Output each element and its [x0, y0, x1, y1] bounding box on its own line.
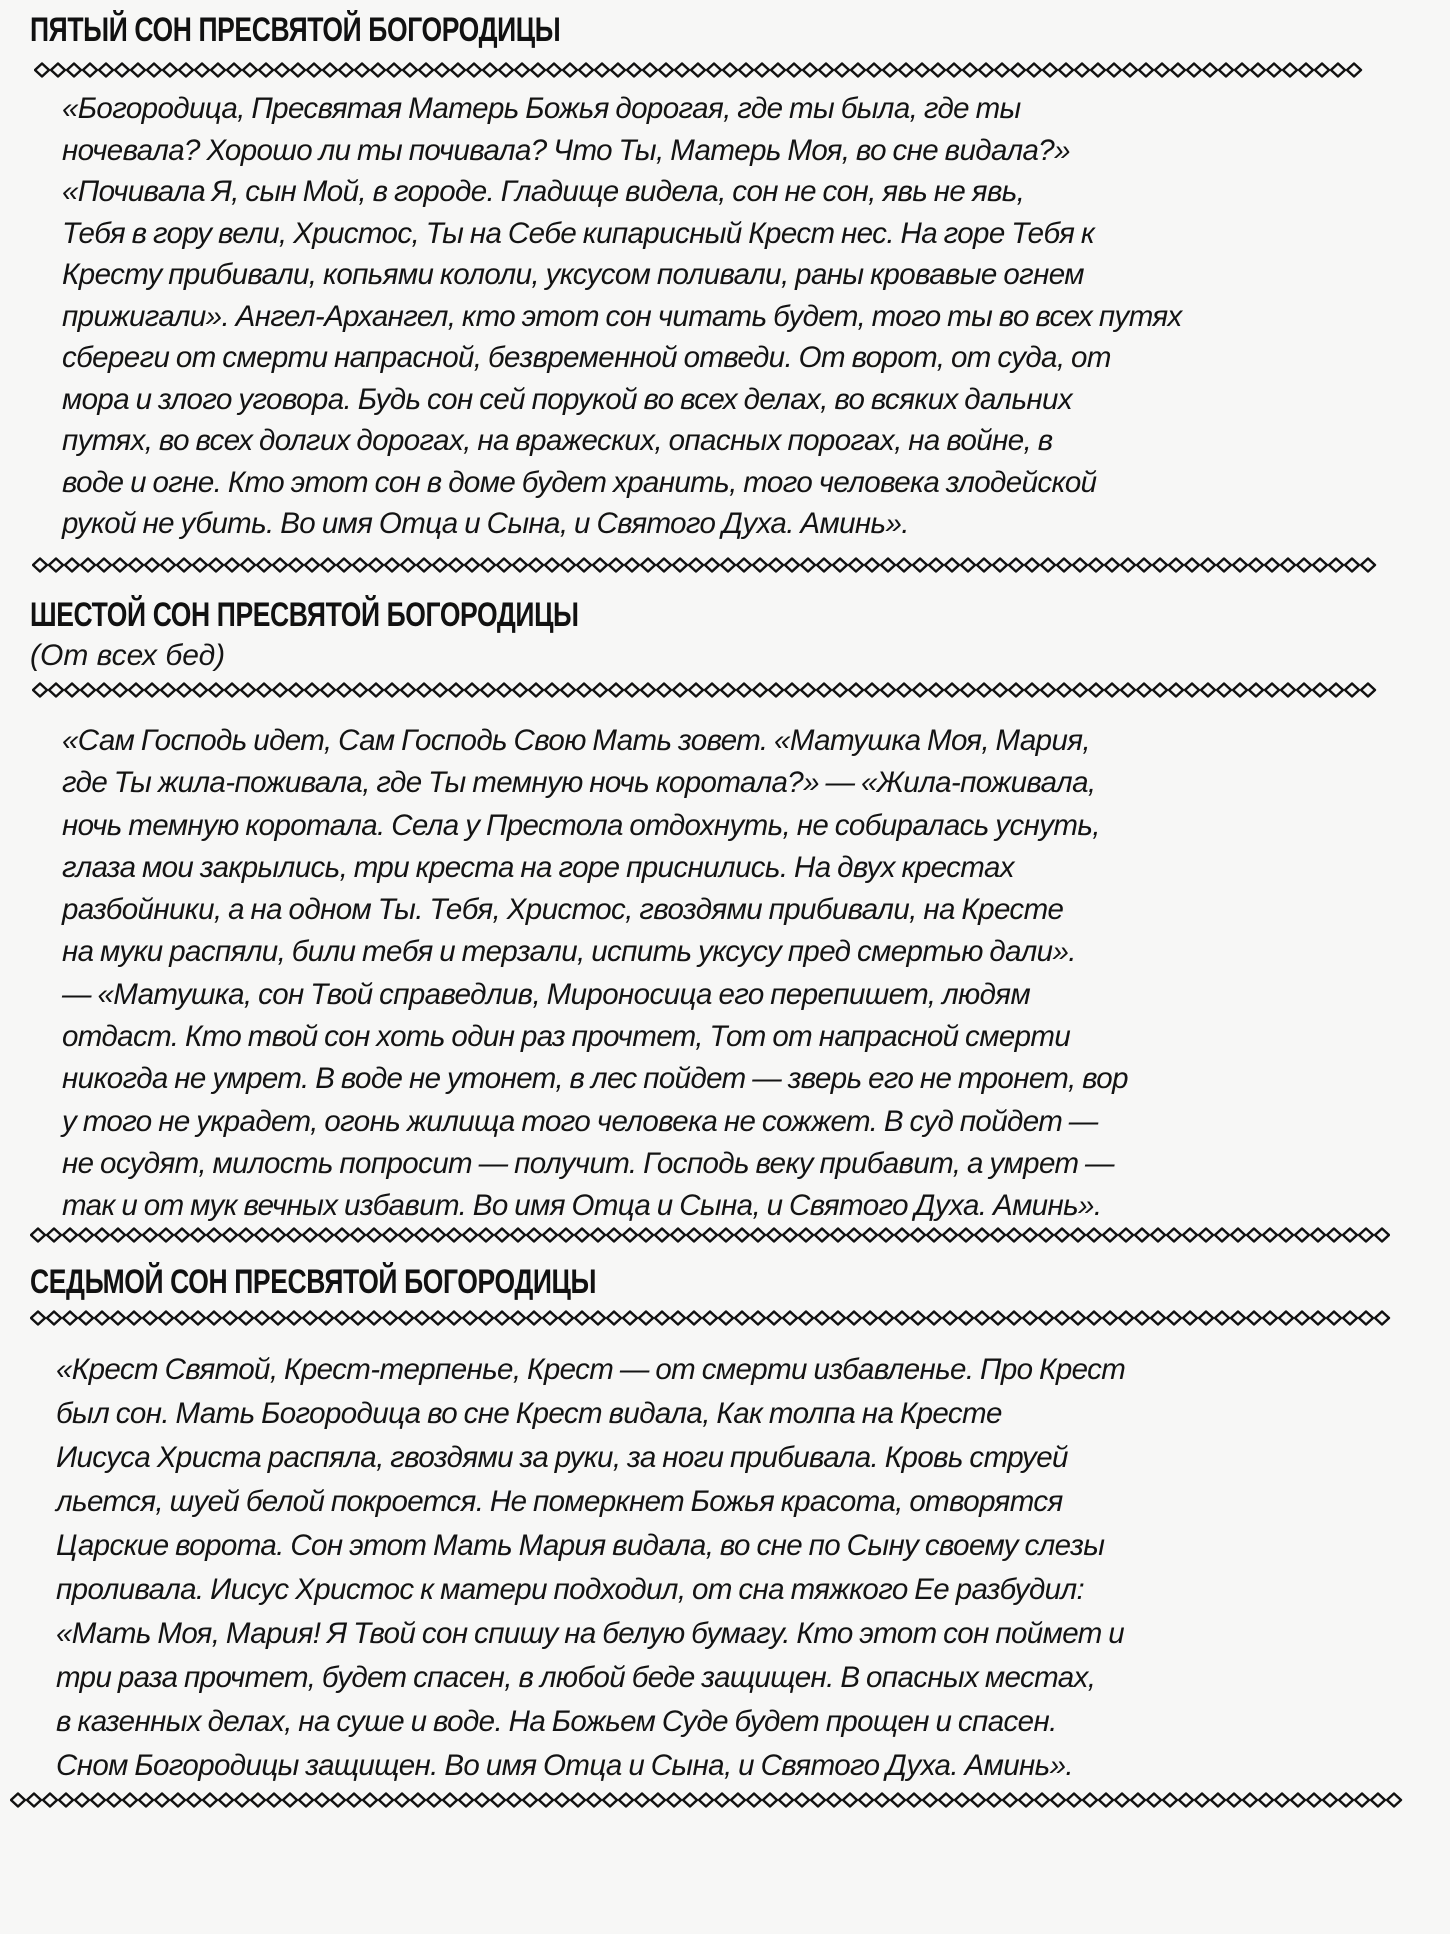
text-line: никогда не умрет. В воде не утонет, в лес пойдет — зверь его не тронет, вор — [62, 1062, 1128, 1096]
text-line: путях, во всех долгих дорогах, на вражеских, опасных порогах, на войне, в — [62, 424, 1053, 457]
text-line: проливала. Иисус Христос к матери подходил, от сна тяжкого Ее разбудил: — [56, 1573, 1085, 1606]
text-line: льется, шуей белой покроется. Не померкнет Божья красота, отворятся — [56, 1485, 1063, 1518]
text-line: Царские ворота. Сон этот Мать Мария видала, во сне по Сыну своему слезы — [56, 1529, 1105, 1562]
section-title-sixth-dream: ШЕСТОЙ СОН ПРЕСВЯТОЙ БОГОРОДИЦЫ — [30, 596, 579, 634]
diamond-chain-icon — [32, 682, 1384, 698]
diamond-chain-icon — [34, 62, 1364, 78]
text-line: Кресту прибивали, копьями кололи, уксусом поливали, раны кровавые огнем — [62, 258, 1084, 291]
diamond-border-divider — [10, 1792, 1410, 1808]
diamond-chain-icon — [10, 1792, 1410, 1808]
section-title-seventh-dream: СЕДЬМОЙ СОН ПРЕСВЯТОЙ БОГОРОДИЦЫ — [30, 1263, 597, 1301]
text-line: «Мать Моя, Мария! Я Твой сон спишу на белую бумагу. Кто этот сон поймет и — [56, 1617, 1125, 1650]
section-subtitle: (От всех бед) — [30, 639, 226, 672]
diamond-border-divider — [32, 557, 1382, 573]
section-body-sixth-dream — [62, 720, 1128, 1228]
text-line: у того не украдет, огонь жилища того человека не сожжет. В суд пойдет — — [62, 1104, 1098, 1138]
text-line: «Богородица, Пресвятая Матерь Божья дорогая, где ты была, где ты — [62, 92, 1021, 125]
section-body-seventh-dream — [56, 1348, 1125, 1788]
text-line: три раза прочтет, будет спасен, в любой беде защищен. В опасных местах, — [56, 1661, 1096, 1694]
text-line: не осудят, милость попросит — получит. Господь веку прибавит, а умрет — — [62, 1146, 1114, 1180]
section-body-fifth-dream — [62, 88, 1182, 545]
diamond-border-divider — [32, 682, 1384, 698]
text-line: глаза мои закрылись, три креста на горе приснились. На двух крестах — [62, 850, 1014, 884]
text-line: мора и злого уговора. Будь сон сей порукой во всех делах, во всяких дальних — [62, 382, 1072, 416]
text-line: «Крест Святой, Крест-терпенье, Крест — от смерти избавленье. Про Крест — [56, 1353, 1126, 1386]
text-line: отдаст. Кто твой сон хоть один раз прочтет, Тот от напрасной смерти — [62, 1020, 1071, 1054]
text-line: «Сам Господь идет, Сам Господь Свою Мать зовет. «Матушка Моя, Мария, — [62, 724, 1091, 757]
text-line: в казенных делах, на суше и воде. На Божьем Суде будет прощен и спасен. — [56, 1705, 1057, 1738]
text-line: «Почивала Я, сын Мой, в городе. Гладище видела, сон не сон, явь не явь, — [62, 175, 1025, 208]
text-line: на муки распяли, били тебя и терзали, испить уксусу пред смертью дали». — [62, 935, 1076, 969]
diamond-chain-icon — [32, 557, 1382, 573]
text-line: воде и огне. Кто этот сон в доме будет хранить, того человека злодейской — [62, 465, 1097, 499]
text-line: Сном Богородицы защищен. Во имя Отца и Сына, и Святого Духа. Аминь». — [56, 1749, 1073, 1782]
diamond-border-divider — [30, 1310, 1392, 1326]
text-line: где Ты жила-поживала, где Ты темную ночь коротала?» — «Жила-поживала, — [62, 766, 1096, 800]
text-line: Иисуса Христа распяла, гвоздями за руки, за ноги прибивала. Кровь струей — [56, 1441, 1068, 1474]
diamond-border-divider — [30, 1227, 1390, 1243]
text-line: Тебя в гору вели, Христос, Ты на Себе кипарисный Крест нес. На горе Тебя к — [62, 216, 1095, 250]
text-line: разбойники, а на одном Ты. Тебя, Христос, гвоздями прибивали, на Кресте — [62, 893, 1064, 927]
diamond-chain-icon — [30, 1227, 1390, 1243]
text-line: — «Матушка, сон Твой справедлив, Мироносица его перепишет, людям — [62, 977, 1031, 1011]
section-title-fifth-dream: ПЯТЫЙ СОН ПРЕСВЯТОЙ БОГОРОДИЦЫ — [30, 11, 561, 49]
text-line: ночь темную коротала. Села у Престола отдохнуть, не собиралась уснуть, — [62, 808, 1100, 842]
text-line: рукой не убить. Во имя Отца и Сына, и Святого Духа. Аминь». — [62, 507, 909, 540]
diamond-border-divider — [34, 62, 1364, 78]
text-line: был сон. Мать Богородица во сне Крест видала, Как толпа на Кресте — [56, 1397, 1002, 1430]
text-line: прижигали». Ангел-Архангел, кто этот сон читать будет, того ты во всех путях — [62, 299, 1182, 333]
text-line: сбереги от смерти напрасной, безвременной отведи. От ворот, от суда, от — [62, 341, 1111, 374]
text-line: ночевала? Хорошо ли ты почивала? Что Ты, Матерь Моя, во сне видала?» — [62, 133, 1070, 167]
text-line: так и от мук вечных избавит. Во имя Отца и Сына, и Святого Духа. Аминь». — [62, 1189, 1102, 1223]
diamond-chain-icon — [30, 1310, 1392, 1326]
